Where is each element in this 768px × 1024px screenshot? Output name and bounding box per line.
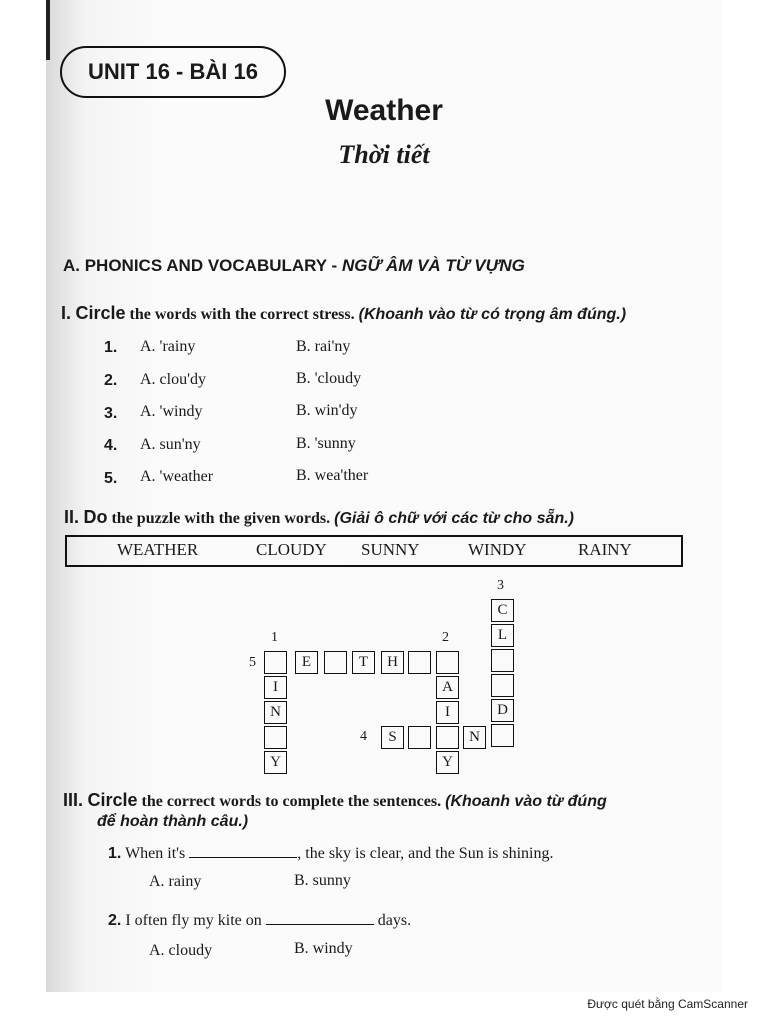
- q1-option-b[interactable]: B. wea'ther: [296, 467, 369, 484]
- clue-number: 4: [360, 729, 367, 744]
- q3-item-number: 1.: [108, 845, 122, 862]
- section-a-label: A. PHONICS AND VOCABULARY -: [63, 256, 342, 275]
- question-2-verb: Do: [83, 507, 108, 527]
- crossword-cell[interactable]: N: [264, 701, 287, 724]
- question-3-note-cont: để hoàn thành câu.): [97, 813, 249, 830]
- crossword-cell[interactable]: [264, 651, 287, 674]
- section-a-heading: [63, 256, 525, 276]
- crossword-cell[interactable]: [491, 724, 514, 747]
- question-2-roman: II.: [64, 507, 80, 527]
- clue-number: 1: [271, 630, 278, 645]
- q1-row-number: 5.: [104, 470, 118, 487]
- question-2-text: the puzzle with the given words.: [107, 510, 335, 527]
- clue-number: 5: [249, 655, 256, 670]
- crossword-cell[interactable]: [491, 674, 514, 697]
- question-1-heading: [61, 303, 626, 324]
- q1-option-a[interactable]: A. sun'ny: [140, 436, 201, 453]
- q3-sentence-1: [108, 845, 553, 863]
- crossword-cell[interactable]: I: [436, 701, 459, 724]
- word-bank-item: CLOUDY: [256, 540, 327, 559]
- question-3-heading: [63, 790, 607, 811]
- crossword-cell[interactable]: [264, 726, 287, 749]
- page-spine: [46, 0, 50, 60]
- crossword-cell[interactable]: [324, 651, 347, 674]
- crossword-cell[interactable]: [408, 726, 431, 749]
- crossword-cell[interactable]: Y: [264, 751, 287, 774]
- clue-number: 2: [442, 630, 449, 645]
- q1-row-number: 3.: [104, 405, 118, 422]
- page-title: Weather: [325, 94, 443, 127]
- q3-sentence-start: I often fly my kite on: [125, 912, 262, 929]
- word-bank-item: WINDY: [468, 540, 527, 559]
- word-bank-item: SUNNY: [361, 540, 420, 559]
- crossword-cell[interactable]: D: [491, 699, 514, 722]
- crossword-cell[interactable]: [436, 651, 459, 674]
- q1-row-number: 1.: [104, 339, 118, 356]
- q1-option-b[interactable]: B. 'cloudy: [296, 370, 362, 387]
- crossword-cell[interactable]: [491, 649, 514, 672]
- question-1-note: (Khoanh vào từ có trọng âm đúng.): [358, 306, 627, 323]
- q3-item-number: 2.: [108, 912, 122, 929]
- question-1-verb: Circle: [75, 303, 126, 323]
- crossword-cell[interactable]: C: [491, 599, 514, 622]
- question-3-note: (Khoanh vào từ đúng: [445, 793, 607, 810]
- clue-number: 3: [497, 578, 504, 593]
- question-3-roman: III.: [63, 790, 84, 810]
- crossword-cell[interactable]: Y: [436, 751, 459, 774]
- q3-sentence-end: , the sky is clear, and the Sun is shining.: [297, 845, 554, 862]
- q3-answer-blank[interactable]: [189, 857, 297, 858]
- q1-option-a[interactable]: A. 'windy: [140, 403, 203, 420]
- q1-row-number: 2.: [104, 372, 118, 389]
- q3-option-a[interactable]: A. cloudy: [149, 942, 213, 959]
- crossword-cell[interactable]: I: [264, 676, 287, 699]
- q1-option-a[interactable]: A. clou'dy: [140, 371, 206, 388]
- q3-answer-blank[interactable]: [266, 924, 374, 925]
- page-subtitle: Thời tiết: [338, 140, 430, 169]
- question-2-heading: [64, 507, 574, 528]
- crossword-cell[interactable]: L: [491, 624, 514, 647]
- crossword-cell[interactable]: T: [352, 651, 375, 674]
- word-bank-item: WEATHER: [117, 540, 199, 559]
- crossword-cell[interactable]: [436, 726, 459, 749]
- crossword-cell[interactable]: N: [463, 726, 486, 749]
- q1-option-a[interactable]: A. 'weather: [140, 468, 214, 485]
- question-3-heading-cont: [97, 813, 248, 831]
- question-1-text: the words with the correct stress.: [125, 306, 359, 323]
- question-3-verb: Circle: [87, 790, 138, 810]
- question-2-note: (Giải ô chữ với các từ cho sẵn.): [334, 510, 574, 527]
- q3-sentence-2: [108, 912, 411, 930]
- q3-sentence-start: When it's: [125, 845, 186, 862]
- section-a-label-vi: NGỮ ÂM VÀ TỪ VỰNG: [341, 256, 525, 275]
- question-3-text: the correct words to complete the sentences.: [137, 793, 446, 810]
- word-bank-item: RAINY: [578, 540, 632, 559]
- crossword-cell[interactable]: H: [381, 651, 404, 674]
- scanner-watermark: Được quét bằng CamScanner: [587, 997, 748, 1011]
- q3-sentence-end: days.: [373, 912, 412, 929]
- q3-option-b[interactable]: B. sunny: [294, 872, 351, 889]
- q3-option-a[interactable]: A. rainy: [149, 873, 202, 890]
- q1-option-b[interactable]: B. 'sunny: [296, 435, 356, 452]
- crossword-cell[interactable]: A: [436, 676, 459, 699]
- question-1-roman: I.: [61, 303, 72, 323]
- q1-option-b[interactable]: B. win'dy: [296, 402, 358, 419]
- q1-option-a[interactable]: A. 'rainy: [140, 338, 196, 355]
- q1-option-b[interactable]: B. rai'ny: [296, 338, 351, 355]
- unit-label: UNIT 16 - BÀI 16: [60, 46, 286, 98]
- q3-option-b[interactable]: B. windy: [294, 940, 353, 957]
- crossword-cell[interactable]: E: [295, 651, 318, 674]
- crossword-cell[interactable]: S: [381, 726, 404, 749]
- crossword-cell[interactable]: [408, 651, 431, 674]
- q1-row-number: 4.: [104, 437, 118, 454]
